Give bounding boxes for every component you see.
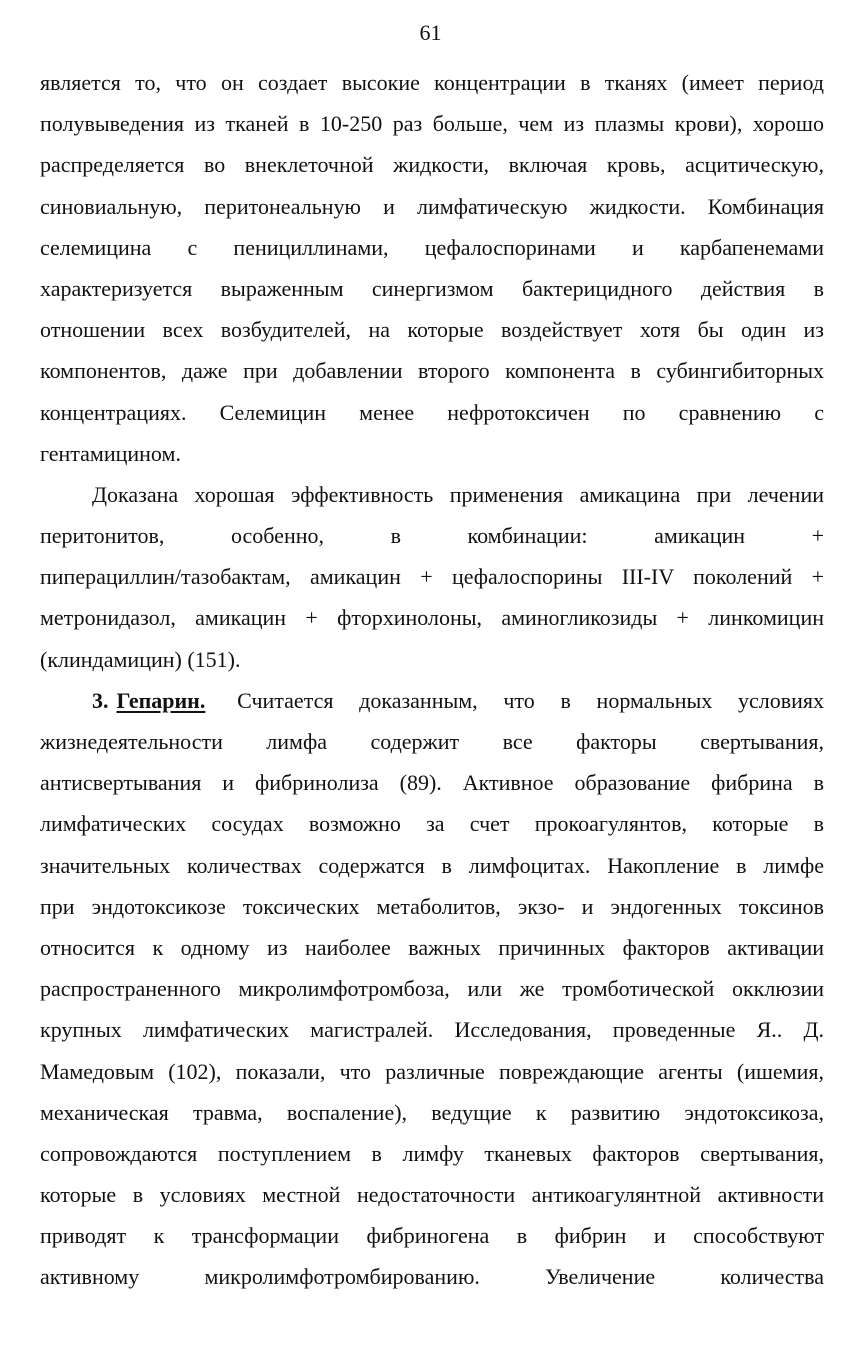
text-line: крупных лимфатических магистралей. Исследования, проведенные Я.. Д. (40, 1017, 824, 1043)
text-line: гентамицином. (40, 440, 181, 466)
text-line: значительных количествах содержатся в лимфоцитах. Накопление в лимфе (40, 852, 824, 878)
text-line: синовиальную, перитонеальную и лимфатическую жидкости. Комбинация (40, 193, 824, 219)
text-line: полувыведения из тканей в 10-250 раз больше, чем из плазмы крови), хорошо (40, 111, 824, 137)
text-line: компонентов, даже при добавлении второго компонента в субингибиторных (40, 358, 824, 384)
section-heading-line (40, 680, 824, 721)
text-line: при эндотоксикозе токсических метаболитов, экзо- и эндогенных токсинов (40, 893, 824, 919)
text-line: селемицина с пенициллинами, цефалоспоринами и карбапенемами (40, 234, 824, 260)
text-line: антисвертывания и фибринолиза (89). Активное образование фибрина в (40, 770, 824, 796)
body-text (40, 62, 824, 1298)
text-line: лимфатических сосудах возможно за счет прокоагулянтов, которые в (40, 811, 824, 837)
text-line: жизнедеятельности лимфа содержит все факторы свертывания, (40, 729, 824, 754)
text-line: концентрациях. Селемицин менее нефротоксичен по сравнению с (40, 399, 824, 425)
text-line: которые в условиях местной недостаточности антикоагулянтной активности (40, 1182, 824, 1208)
text-line: (клиндамицин) (151). (40, 646, 241, 672)
text-line: относится к одному из наиболее важных причинных факторов активации (40, 934, 824, 960)
text-span: Считается доказанным, что в нормальных условиях (237, 687, 824, 713)
text-line: активному микролимфотромбированию. Увеличение количества (40, 1264, 824, 1290)
page-number: 61 (419, 20, 442, 45)
section-number: 3. (92, 687, 109, 713)
text-line: механическая травма, воспаление), ведущие к развитию эндотоксикоза, (40, 1099, 824, 1125)
text-line: распределяется во внеклеточной жидкости, включая кровь, асцитическую, (40, 152, 824, 178)
text-line: пиперациллин/тазобактам, амикацин + цефалоспорины III-IV поколений + (40, 564, 824, 590)
text-line: метронидазол, амикацин + фторхинолоны, аминогликозиды + линкомицин (40, 605, 824, 631)
section-heading: Гепарин. (116, 687, 206, 713)
text-line: Доказана хорошая эффективность применения амикацина при лечении (92, 481, 824, 507)
text-line: перитонитов, особенно, в комбинации: амикацин + (40, 523, 824, 549)
text-line: характеризуется выраженным синергизмом бактерицидного действия в (40, 275, 824, 301)
text-line: является то, что он создает высокие концентрации в тканях (имеет период (40, 70, 824, 95)
text-line: распространенного микролимфотромбоза, или же тромботической окклюзии (40, 976, 824, 1002)
text-line: Мамедовым (102), показали, что различные повреждающие агенты (ишемия, (40, 1058, 824, 1084)
text-line: отношении всех возбудителей, на которые воздействует хотя бы один из (40, 317, 824, 343)
text-line: сопровождаются поступлением в лимфу тканевых факторов свертывания, (40, 1140, 824, 1166)
text-line: приводят к трансформации фибриногена в фибрин и способствуют (40, 1223, 824, 1249)
